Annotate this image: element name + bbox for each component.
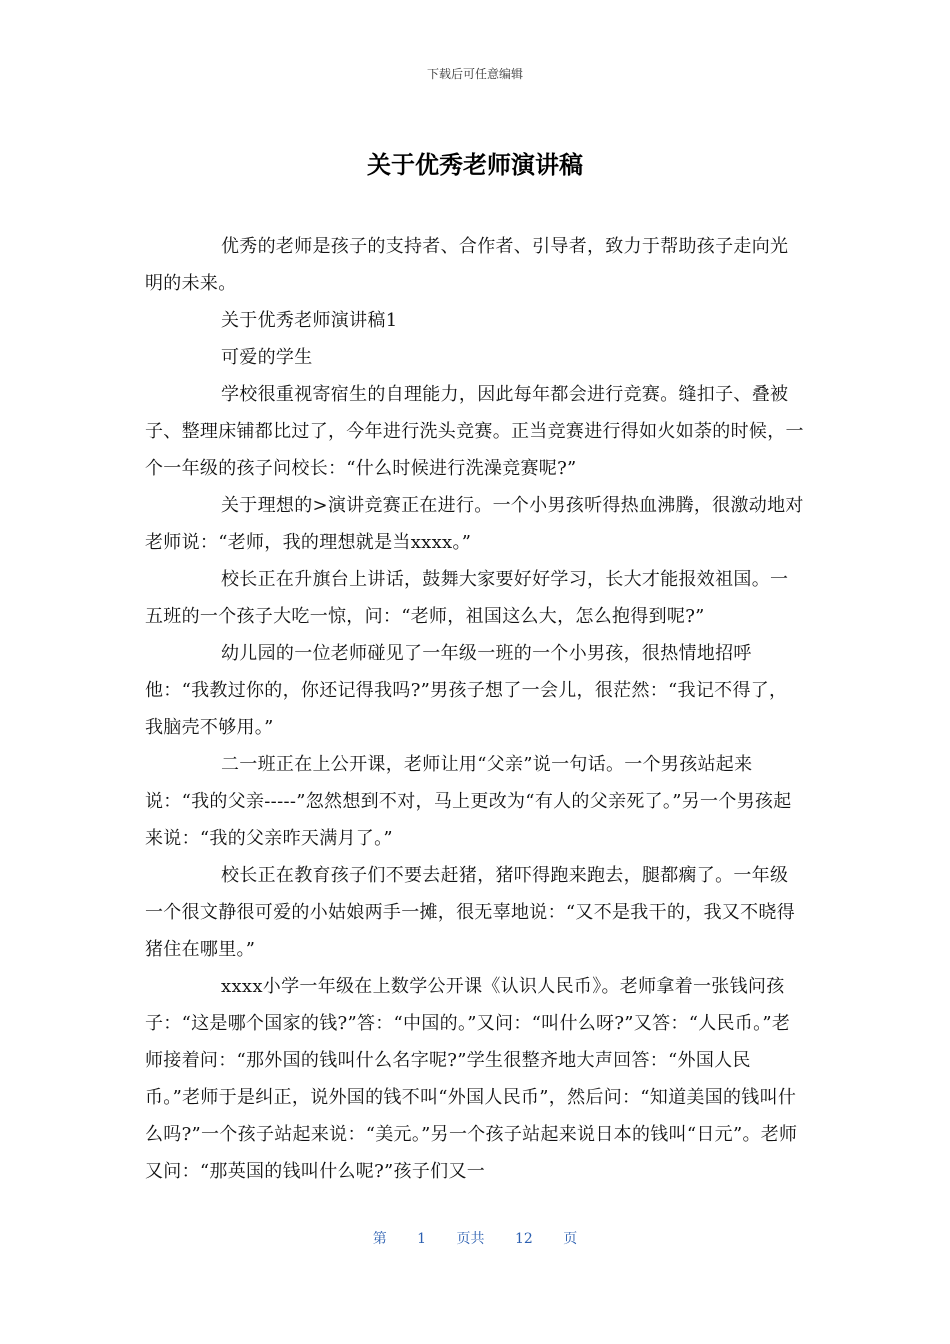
paragraph-story-6: 校长正在教育孩子们不要去赶猪，猪吓得跑来跑去，腿都瘸了。一年级一个很文静很可爱的小姑娘两手一摊，很无辜地说：“又不是我干的，我又不晓得猪住在哪里。” [145,865,795,960]
footer-current-page: 1 [417,1231,427,1247]
footer-total-pages: 12 [515,1231,533,1247]
paragraph-intro: 优秀的老师是孩子的支持者、合作者、引导者，致力于帮助孩子走向光明的未来。 [145,236,789,294]
document-body [145,228,805,1190]
footer-middle: 页共 [456,1231,485,1247]
page-header-note: 下载后可任意编辑 [426,67,523,81]
paragraph-story-4: 幼儿园的一位老师碰见了一年级一班的一个小男孩，很热情地招呼他：“我教过你的，你还记得我吗?”男孩子想了一会儿，很茫然：“我记不得了，我脑壳不够用。” [145,643,788,738]
paragraph-story-1: 学校很重视寄宿生的自理能力，因此每年都会进行竞赛。缝扣子、叠被子、整理床铺都比过了，今年进行洗头竞赛。正当竞赛进行得如火如荼的时候，一个一年级的孩子问校长：“什么时候进行洗澡竞赛呢?” [145,384,804,479]
paragraph-story-7: xxxx小学一年级在上数学公开课《认识人民币》。老师拿着一张钱问孩子：“这是哪个国家的钱?”答：“中国的。”又问：“叫什么呀?”又答：“人民币。”老师接着问：“那外国的钱叫什么名字呢?”学生很整齐地大声回答：“外国人民币。”老师于是纠正，说外国的钱不叫“外国人民币”，然后问：“知道美国的钱叫什么吗?”一个孩子站起来说：“美元。”另一个孩子站起来说日本的钱叫“日元”。老师又问：“那英国的钱叫什么呢?”孩子们又一 [145,976,798,1182]
paragraph-section-heading: 关于优秀老师演讲稿1 [221,310,398,331]
paragraph-story-3: 校长正在升旗台上讲话，鼓舞大家要好好学习，长大才能报效祖国。一五班的一个孩子大吃一惊，问：“老师，祖国这么大，怎么抱得到呢?” [145,569,789,627]
page-footer [0,1229,950,1249]
footer-prefix: 第 [372,1231,387,1247]
paragraph-subheading: 可爱的学生 [221,347,313,368]
footer-suffix: 页 [563,1231,578,1247]
paragraph-story-5: 二一班正在上公开课，老师让用“父亲”说一句话。一个男孩站起来说：“我的父亲-----”忽然想到不对，马上更改为“有人的父亲死了。”另一个男孩起来说：“我的父亲昨天满月了。” [145,754,792,849]
paragraph-story-2: 关于理想的>演讲竞赛正在进行。一个小男孩听得热血沸腾，很激动地对老师说：“老师，我的理想就是当xxxx。” [145,495,804,553]
document-title: 关于优秀老师演讲稿 [367,151,583,179]
